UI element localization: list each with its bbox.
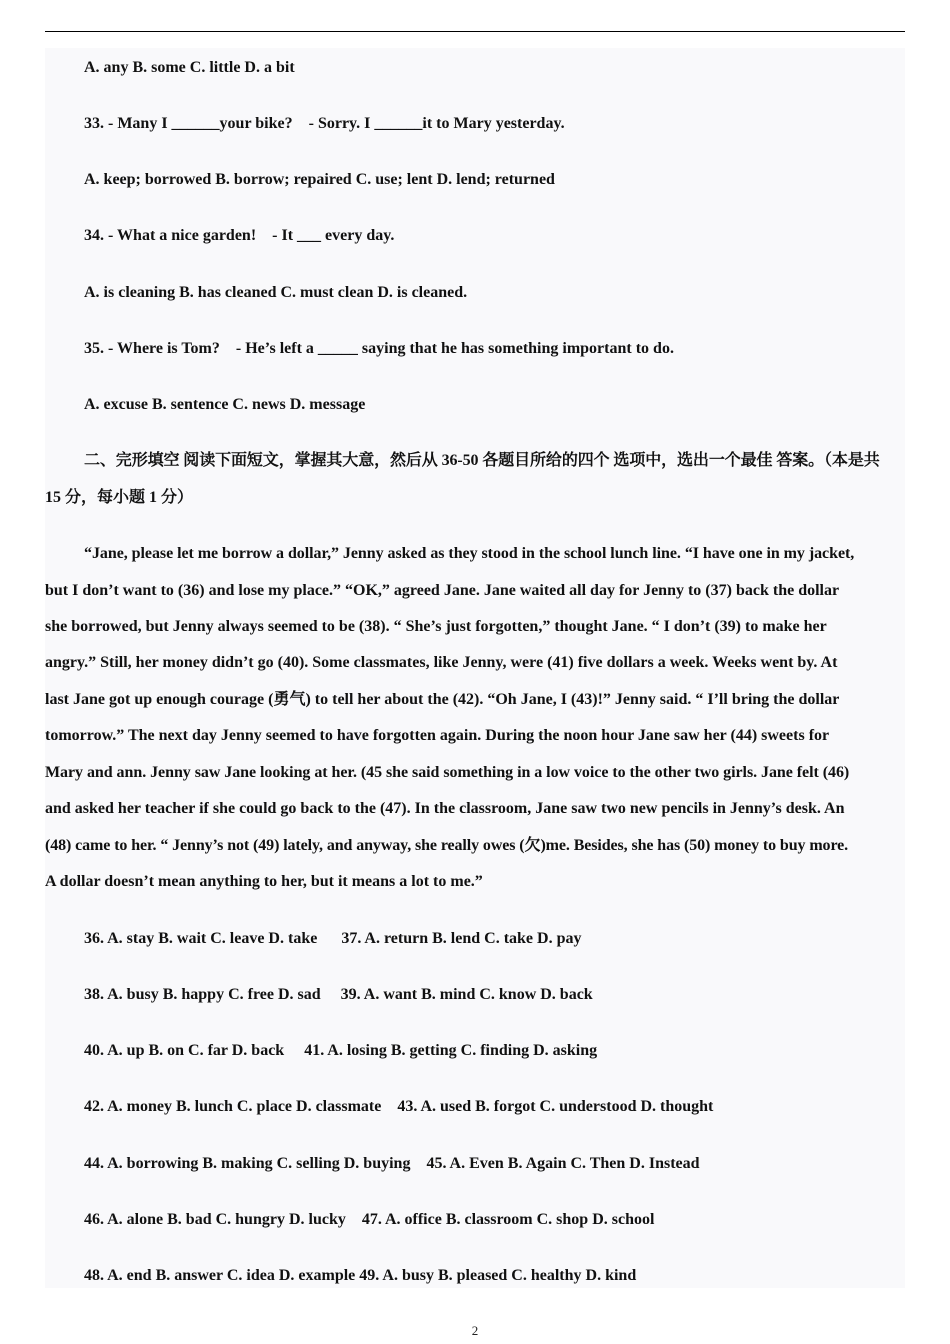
passage-line: “Jane, please let me borrow a dollar,” Jenny asked as they stood in the school lunch line. “I have one in my jacket, [84,545,855,562]
page-number: 2 [471,1323,479,1338]
passage-line: A dollar doesn’t mean anything to her, but it means a lot to me.” [45,873,483,890]
q35-options: A. excuse B. sentence C. news D. message [84,396,366,413]
passage-line: she borrowed, but Jenny always seemed to be (38). “ She’s just forgotten,” thought Jane. “ I don’t (39) to make her [45,618,827,635]
passage-line: last Jane got up enough courage (勇气) to tell her about the (42). “Oh Jane, I (43)!” Jenny said. “ I’ll bring the dollar [45,691,840,708]
passage-line: tomorrow.” The next day Jenny seemed to have forgotten again. During the noon hour Jane saw her (44) sweets for [45,727,830,744]
document-body [45,48,905,1288]
section-instructions-line: 15 分，每小题 1 分） [45,489,194,506]
option-row: 38. A. busy B. happy C. free D. sad 39. A. want B. mind C. know D. back [84,986,593,1003]
option-row: 44. A. borrowing B. making C. selling D. buying 45. A. Even B. Again C. Then D. Instead [84,1155,700,1172]
option-row: 46. A. alone B. bad C. hungry D. lucky 47. A. office B. classroom C. shop D. school [84,1211,655,1228]
header-rule [45,31,905,32]
passage-line: angry.” Still, her money didn’t go (40). Some classmates, like Jenny, were (41) five dollars a week. Weeks went by. At [45,654,838,671]
option-row: 48. A. end B. answer C. idea D. example 49. A. busy B. pleased C. healthy D. kind [84,1267,637,1284]
option-row: 42. A. money B. lunch C. place D. classmate 43. A. used B. forgot C. understood D. thought [84,1098,714,1115]
passage-line: but I don’t want to (36) and lose my place.” “OK,” agreed Jane. Jane waited all day for Jenny to (37) back the dollar [45,582,840,599]
passage-line: Mary and ann. Jenny saw Jane looking at her. (45 she said something in a low voice to the other two girls. Jane felt (46) [45,764,850,781]
q33-stem: 33. - Many I ______your bike? - Sorry. I ______it to Mary yesterday. [84,115,565,132]
option-row: 36. A. stay B. wait C. leave D. take 37. A. return B. lend C. take D. pay [84,930,582,947]
q34-options: A. is cleaning B. has cleaned C. must clean D. is cleaned. [84,284,468,301]
passage-line: and asked her teacher if she could go back to the (47). In the classroom, Jane saw two new pencils in Jenny’s desk. An [45,800,845,817]
q33-options: A. keep; borrowed B. borrow; repaired C. use; lent D. lend; returned [84,171,555,188]
q32-options: A. any B. some C. little D. a bit [84,59,295,76]
q35-stem: 35. - Where is Tom? - He’s left a _____ saying that he has something important to do. [84,340,674,357]
section-instructions-line: 二、完形填空 阅读下面短文，掌握其大意，然后从 36-50 各题目所给的四个 选项中，选出一个最佳 答案。（本是共 [84,452,880,469]
passage-line: (48) came to her. “ Jenny’s not (49) lately, and anyway, she really owes (欠)me. Besides, she has (50) money to buy more. [45,837,849,854]
option-row: 40. A. up B. on C. far D. back 41. A. losing B. getting C. finding D. asking [84,1042,598,1059]
q34-stem: 34. - What a nice garden! - It ___ every day. [84,227,395,244]
